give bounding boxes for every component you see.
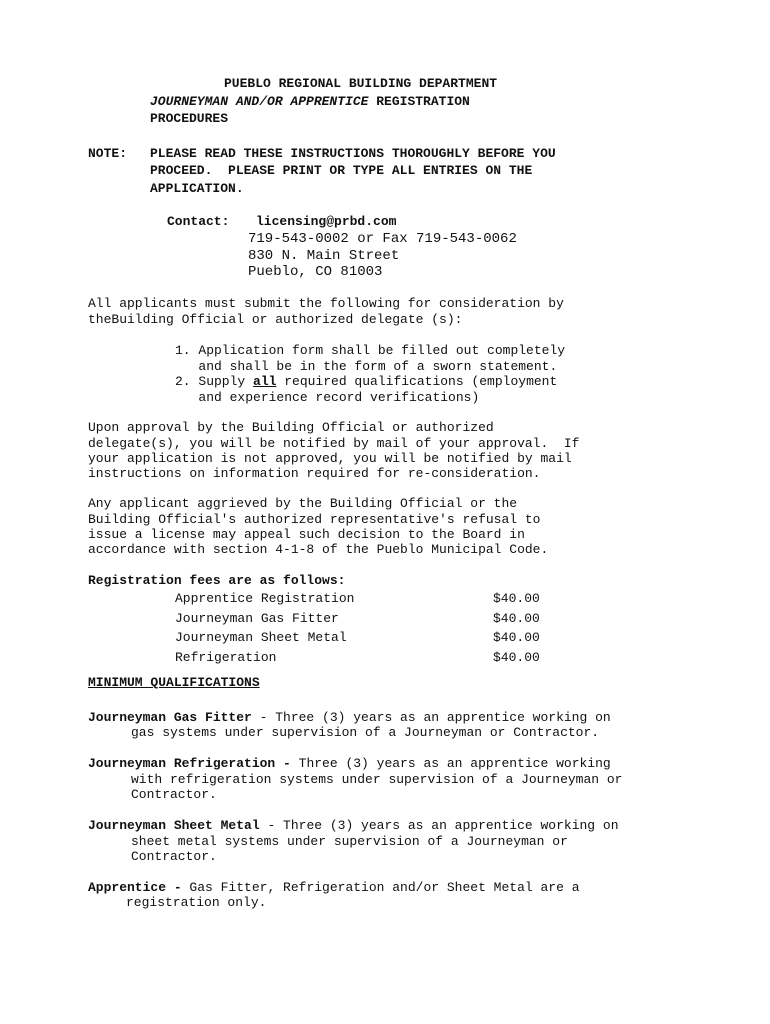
note-line-2: PROCEED. PLEASE PRINT OR TYPE ALL ENTRIES ON THE — [150, 163, 533, 178]
qual-apprentice-cont: registration only. — [126, 895, 267, 910]
qual-sheet-metal — [88, 818, 619, 834]
document-subtitle — [150, 94, 470, 110]
department-title: PUEBLO REGIONAL BUILDING DEPARTMENT — [224, 76, 498, 91]
qual-sheet-metal-label: Journeyman Sheet Metal — [88, 818, 260, 833]
qual-apprentice — [88, 880, 580, 896]
fee-name: Journeyman Sheet Metal — [175, 630, 347, 645]
fee-amount: $40.00 — [493, 650, 540, 665]
approval-line-4: instructions on information required for re-consideration. — [88, 466, 541, 481]
fee-name: Refrigeration — [175, 650, 277, 665]
qualifications-heading: MINIMUM QUALIFICATIONS — [88, 675, 260, 690]
qual-refrigeration-cont-2: Contractor. — [131, 787, 217, 802]
intro-line-2: theBuilding Official or authorized delegate (s): — [88, 312, 463, 327]
note-line-3: APPLICATION. — [150, 181, 244, 196]
qual-refrigeration-label: Journeyman Refrigeration - — [88, 756, 291, 771]
contact-email[interactable]: licensing@prbd.com — [256, 214, 397, 229]
qual-sheet-metal-cont-1: sheet metal systems under supervision of a Journeyman or — [131, 834, 568, 849]
approval-line-1: Upon approval by the Building Official or authorized — [88, 420, 494, 435]
document-subtitle-line3: PROCEDURES — [150, 111, 229, 126]
qual-gas-fitter — [88, 710, 611, 726]
intro-line-1: All applicants must submit the following for consideration by — [88, 296, 564, 311]
appeal-line-4: accordance with section 4-1-8 of the Pueblo Municipal Code. — [88, 542, 549, 557]
requirement-item-2 — [175, 374, 557, 390]
appeal-line-3: issue a license may appeal such decision to the Board in — [88, 527, 525, 542]
requirement-item-2-cont: and experience record verifications) — [175, 390, 480, 405]
qual-gas-fitter-label: Journeyman Gas Fitter — [88, 710, 252, 725]
note-line-1: PLEASE READ THESE INSTRUCTIONS THOROUGHLY BEFORE YOU — [150, 146, 556, 161]
qual-sheet-metal-cont-2: Contractor. — [131, 849, 217, 864]
contact-address-city: Pueblo, CO 81003 — [248, 264, 383, 280]
appeal-line-2: Building Official's authorized representative's refusal to — [88, 512, 541, 527]
subtitle-italic: JOURNEYMAN AND/OR APPRENTICE — [150, 94, 369, 109]
qual-refrigeration-cont-1: with refrigeration systems under supervision of a Journeyman or — [131, 772, 623, 787]
requirement-item-2-pre: 2. Supply — [175, 374, 254, 389]
note-label: NOTE: — [88, 146, 128, 161]
approval-line-2: delegate(s), you will be notified by mail of your approval. If — [88, 436, 580, 451]
qual-sheet-metal-text: - Three (3) years as an apprentice working on — [259, 818, 619, 833]
qual-apprentice-text: Gas Fitter, Refrigeration and/or Sheet Metal are a — [181, 880, 580, 895]
subtitle-rest: REGISTRATION — [368, 94, 470, 109]
fees-heading: Registration fees are as follows: — [88, 573, 346, 588]
qual-refrigeration-text: Three (3) years as an apprentice working — [290, 756, 611, 771]
requirement-item-1-cont: and shall be in the form of a sworn statement. — [175, 359, 558, 374]
fee-name: Apprentice Registration — [175, 591, 355, 606]
qual-apprentice-label: Apprentice - — [88, 880, 182, 895]
requirement-item-1: 1. Application form shall be filled out completely — [175, 343, 566, 358]
appeal-line-1: Any applicant aggrieved by the Building Official or the — [88, 496, 518, 511]
fee-name: Journeyman Gas Fitter — [175, 611, 339, 626]
approval-line-3: your application is not approved, you will be notified by mail — [88, 451, 572, 466]
qual-refrigeration — [88, 756, 611, 772]
fee-amount: $40.00 — [493, 630, 540, 645]
contact-phone: 719-543-0002 or Fax 719-543-0062 — [248, 231, 517, 247]
qual-gas-fitter-cont: gas systems under supervision of a Journeyman or Contractor. — [131, 725, 600, 740]
fee-amount: $40.00 — [493, 591, 540, 606]
contact-label: Contact: — [167, 214, 230, 229]
requirement-item-2-post: required qualifications (employment — [276, 374, 558, 389]
requirement-item-2-emphasis: all — [253, 374, 277, 389]
fee-amount: $40.00 — [493, 611, 540, 626]
contact-address-street: 830 N. Main Street — [248, 248, 400, 264]
qual-gas-fitter-text: - Three (3) years as an apprentice working on — [251, 710, 611, 725]
